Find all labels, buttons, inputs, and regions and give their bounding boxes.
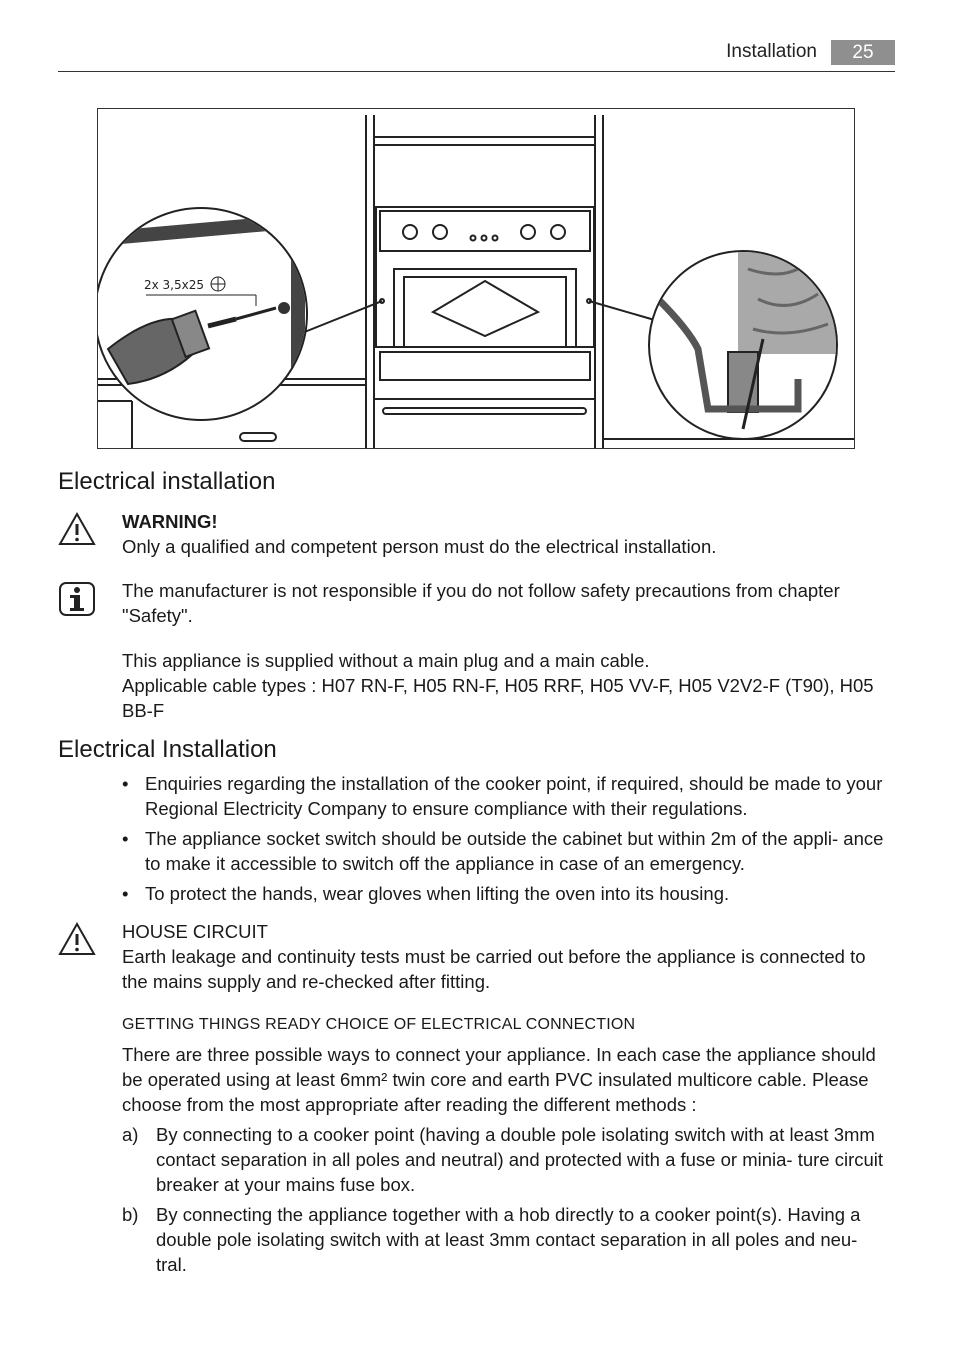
warning-title: WARNING! — [122, 511, 218, 532]
connection-intro: There are three possible ways to connect your appliance. In each case the appliance should be operated using at least 6mm² twin core and earth PVC insulated multicore cable. Please choose from the most appropriate after reading the different methods : — [122, 1044, 876, 1115]
warning-triangle-icon — [58, 921, 96, 957]
info-text: The manufacturer is not responsible if you do not follow safety precautions from chapter "Safety". — [122, 580, 840, 626]
list-item: • To protect the hands, wear gloves when lifting the oven into its housing. — [122, 883, 730, 904]
list-item: • The appliance socket switch should be outside the cabinet but within 2m of the appli- ance to make it accessible to switch off the appliance in case of an emergency. — [122, 828, 884, 874]
connection-methods-list — [122, 1122, 892, 1282]
screw-label: 2x 3,5x25 — [144, 278, 205, 292]
section-title: Installation — [726, 41, 817, 62]
list-item: b) By connecting the appliance together with a hob directly to a cooker point(s). Having a double pole isolating switch with at least 3mm contact separation in all poles and neu- tral. — [122, 1204, 861, 1275]
installation-illustration — [97, 108, 855, 449]
info-icon — [58, 581, 96, 617]
supply-note-block — [122, 648, 892, 723]
cable-types: Applicable cable types : H07 RN-F, H05 RN-F, H05 RRF, H05 VV-F, H05 V2V2-F (T90), H05 BB-F — [122, 675, 874, 721]
list-item: a) By connecting to a cooker point (having a double pole isolating switch with at least 3mm contact separation in all poles and neutral) and protected with a fuse or minia- ture circuit breaker at your mains fuse box. — [122, 1124, 884, 1195]
oven-installation-drawing — [98, 109, 855, 449]
connection-subheading: GETTING THINGS READY CHOICE OF ELECTRICAL CONNECTION — [122, 1016, 636, 1033]
section-heading-electrical-installation-uk: Electrical Installation — [58, 736, 277, 763]
warning-triangle-icon — [58, 511, 96, 547]
page-header — [58, 38, 895, 72]
page-number: 25 — [831, 40, 895, 65]
house-circuit-title: HOUSE CIRCUIT — [122, 921, 268, 942]
warning-text: Only a qualified and competent person must do the electrical installation. — [122, 536, 717, 557]
house-circuit-text: Earth leakage and continuity tests must be carried out before the appliance is connected to the mains supply and re-checked after fitting. — [122, 946, 866, 992]
supply-note: This appliance is supplied without a main plug and a main cable. — [122, 650, 650, 671]
section-heading-electrical-installation: Electrical installation — [58, 468, 276, 495]
warning-block — [122, 509, 892, 559]
house-circuit-block — [122, 919, 892, 994]
installation-bullet-list — [122, 771, 892, 911]
list-item: • Enquiries regarding the installation of the cooker point, if required, should be made to your Regional Electricity Company to ensure compliance with their regulations. — [122, 773, 883, 819]
